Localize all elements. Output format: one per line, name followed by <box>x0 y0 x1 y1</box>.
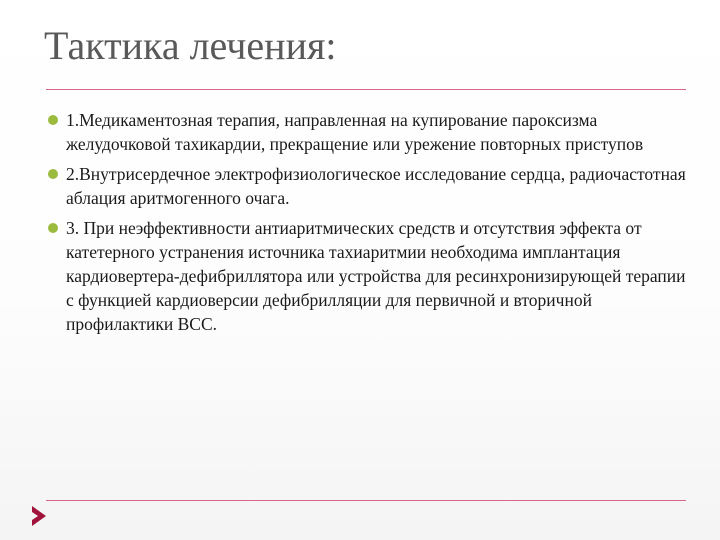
bullet-text-1: 1.Медикаментозная терапия, направленная на купирование пароксизма желудочковой тахикардии, прекращение или урежение повторных приступов <box>66 110 644 154</box>
slide-title: Тактика лечения: <box>44 23 337 68</box>
bullet-dot-icon <box>48 169 58 179</box>
triangle-arrow-right-icon[interactable] <box>30 504 48 528</box>
bullet-item-2 <box>47 162 687 210</box>
bullet-dot-icon <box>48 115 58 125</box>
bullet-dot-icon <box>48 223 58 233</box>
bullet-list <box>47 108 687 342</box>
bullet-text-2: 2.Внутрисердечное электрофизиологическое исследование сердца, радиочастотная аблация аритмогенного очага. <box>66 164 686 208</box>
bullet-text-3: 3. При неэффективности антиаритмических средств и отсутствия эффекта от катетерного устранения источника тахиаритмии необходима имплантация кардиовертера-дефибриллятора или устройства для ресинхронизирующей терапии с функцией кардиоверсии дефибрилляции для первичной и вторичной профилактики ВСС. <box>66 218 686 334</box>
bullet-item-3 <box>47 216 687 336</box>
bullet-item-1 <box>47 108 687 156</box>
footer-divider <box>46 500 686 501</box>
title-divider <box>46 89 686 90</box>
